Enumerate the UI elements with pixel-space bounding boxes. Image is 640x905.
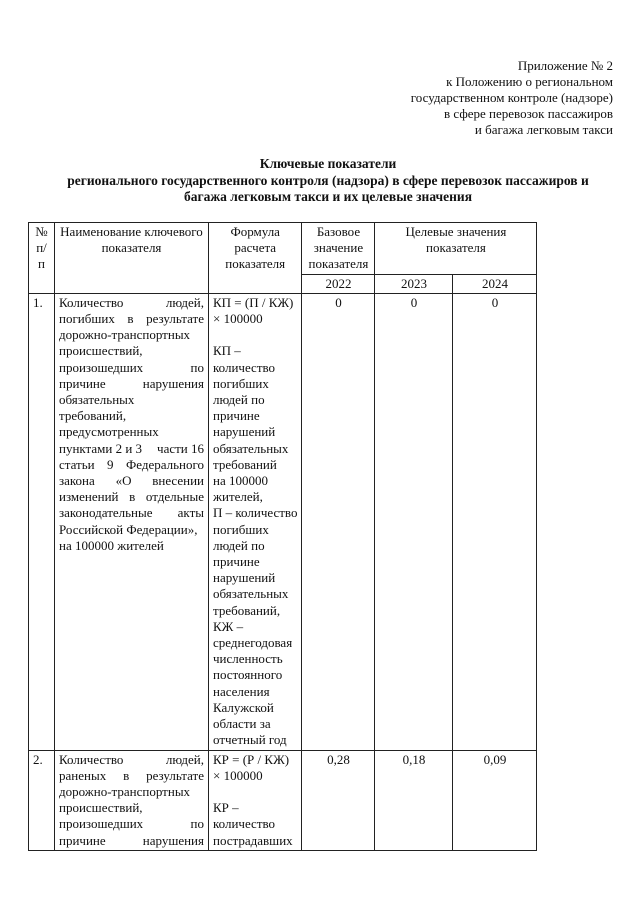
formula-line: отчетный год: [213, 732, 287, 748]
table-header-row: [29, 223, 537, 275]
name-word: предусмотренных: [59, 424, 159, 440]
name-line: [59, 816, 204, 832]
name-line: [59, 473, 204, 489]
name-word: причине: [59, 375, 106, 391]
name-word: внесении: [152, 473, 204, 489]
name-word: в: [123, 767, 130, 783]
appendix-line: государственном контроле (надзоре): [410, 90, 613, 105]
name-word: «О: [115, 473, 132, 489]
appendix-line: к Положению о региональном: [446, 74, 613, 89]
formula-line: П – количество: [213, 505, 298, 521]
name-line: [59, 311, 204, 327]
name-word: дорожно-транспортных: [59, 327, 191, 343]
row-number: 1.: [29, 293, 55, 750]
appendix-line: в сфере перевозок пассажиров: [444, 106, 613, 121]
formula-line: жителей,: [213, 489, 263, 505]
name-word: людей,: [165, 751, 204, 767]
name-line: [59, 489, 204, 505]
row-number: 2.: [29, 750, 55, 850]
name-word: по: [190, 816, 204, 832]
name-word: причине: [59, 832, 106, 848]
name-word: Федерального: [125, 456, 204, 472]
table-body: [29, 293, 537, 850]
name-line: [59, 424, 204, 440]
header-name: Наименование ключевого показателя: [55, 223, 209, 294]
formula-line: [213, 784, 297, 800]
name-word: части 16: [157, 440, 204, 456]
header-num: № п/п: [29, 223, 55, 294]
formula-line: причине: [213, 554, 260, 570]
title-line: багажа легковым такси и их целевые значения: [183, 189, 472, 204]
header-year-base: 2022: [302, 274, 375, 293]
title-line: регионального государственного контроля (надзора) в сфере перевозок пассажиров и: [67, 172, 589, 188]
formula-line: требований,: [213, 602, 281, 618]
formula-line: нарушений: [213, 424, 276, 440]
name-line: [59, 752, 204, 768]
name-word: результате: [146, 767, 204, 783]
base-value: 0,28: [302, 750, 375, 850]
formula-line: КЖ –: [213, 618, 244, 634]
target-2024: 0,09: [453, 750, 537, 850]
target-2024: 0: [453, 293, 537, 750]
name-line: [59, 800, 204, 816]
header-formula: Формула расчета показателя: [209, 223, 302, 294]
formula-line: × 100000: [213, 767, 263, 783]
name-line: [59, 784, 204, 800]
formula-line: нарушений: [213, 570, 276, 586]
name-word: пунктами 2 и 3: [59, 440, 143, 456]
target-2023: 0,18: [375, 750, 453, 850]
formula-line: людей по: [213, 537, 265, 553]
formula-line: населения: [213, 683, 270, 699]
formula-line: обязательных: [213, 440, 289, 456]
name-word: в: [129, 489, 136, 505]
name-line: [59, 505, 204, 521]
name-word: Количество: [59, 751, 124, 767]
base-value: 0: [302, 293, 375, 750]
formula-line: области за: [213, 716, 271, 732]
name-word: происшествий,: [59, 343, 143, 359]
appendix-line: Приложение № 2: [517, 58, 613, 73]
name-word: в: [127, 311, 134, 327]
target-2023: 0: [375, 293, 453, 750]
table-row: [29, 293, 537, 750]
name-word: Российской Федерации»,: [59, 521, 198, 537]
name-line: [59, 457, 204, 473]
name-word: законодательные: [59, 505, 153, 521]
indicator-name: [55, 750, 209, 850]
name-word: отдельные: [145, 489, 204, 505]
table-row: [29, 750, 537, 850]
name-word: нарушения: [142, 375, 204, 391]
name-line: [59, 392, 204, 408]
appendix-note: [411, 58, 613, 138]
name-word: происшествий,: [59, 800, 143, 816]
name-word: статьи: [59, 456, 95, 472]
name-word: погибших: [59, 311, 115, 327]
formula-line: погибших: [213, 521, 269, 537]
name-word: по: [190, 359, 204, 375]
formula-line: численность: [213, 651, 283, 667]
name-word: дорожно-транспортных: [59, 783, 191, 799]
name-line: [59, 768, 204, 784]
formula-line: КП = (П / КЖ): [213, 294, 294, 310]
formula-line: среднегодовая: [213, 635, 293, 651]
formula-line: количество: [213, 359, 276, 375]
header-base: Базовое значение показателя: [302, 223, 375, 275]
name-line: [59, 327, 204, 343]
header-year-2024: 2024: [453, 274, 537, 293]
name-word: нарушения: [142, 832, 204, 848]
indicators-table: [28, 222, 537, 851]
name-line: [59, 376, 204, 392]
name-word: изменений: [59, 489, 119, 505]
name-word: результате: [146, 311, 204, 327]
formula-line: пострадавших: [213, 832, 293, 848]
name-line: [59, 441, 204, 457]
name-line: [59, 538, 204, 554]
name-line: [59, 522, 204, 538]
name-line: [59, 295, 204, 311]
name-word: на 100000 жителей: [59, 537, 164, 553]
formula-line: причине: [213, 408, 260, 424]
name-word: людей,: [165, 294, 204, 310]
name-line: [59, 408, 204, 424]
name-word: произошедших: [59, 816, 144, 832]
formula-line: обязательных: [213, 586, 289, 602]
header-year-2023: 2023: [375, 274, 453, 293]
formula-line: количество: [213, 816, 276, 832]
formula-line: КП –: [213, 343, 241, 359]
formula-line: КР –: [213, 800, 239, 816]
header-targets: Целевые значения показателя: [375, 223, 537, 275]
title-line: Ключевые показатели: [259, 156, 397, 171]
name-word: требований,: [59, 408, 127, 424]
formula-line: требований: [213, 456, 277, 472]
formula-line: людей по: [213, 392, 265, 408]
name-word: закона: [59, 473, 95, 489]
indicator-formula: [209, 750, 302, 850]
name-word: раненых: [59, 767, 107, 783]
name-line: [59, 833, 204, 849]
formula-line: на 100000: [213, 473, 268, 489]
formula-line: постоянного: [213, 667, 283, 683]
indicator-name: [55, 293, 209, 750]
name-word: Количество: [59, 294, 124, 310]
formula-line: погибших: [213, 375, 269, 391]
formula-line: Калужской: [213, 699, 274, 715]
document-title: [40, 156, 616, 206]
indicator-formula: [209, 293, 302, 750]
formula-line: [213, 327, 297, 343]
name-word: 9: [107, 456, 114, 472]
appendix-line: и багажа легковым такси: [474, 122, 613, 137]
name-word: произошедших: [59, 359, 144, 375]
name-line: [59, 343, 204, 359]
name-word: акты: [177, 505, 204, 521]
formula-line: × 100000: [213, 311, 263, 327]
formula-line: КР = (Р / КЖ): [213, 751, 290, 767]
name-line: [59, 360, 204, 376]
name-word: обязательных: [59, 392, 135, 408]
